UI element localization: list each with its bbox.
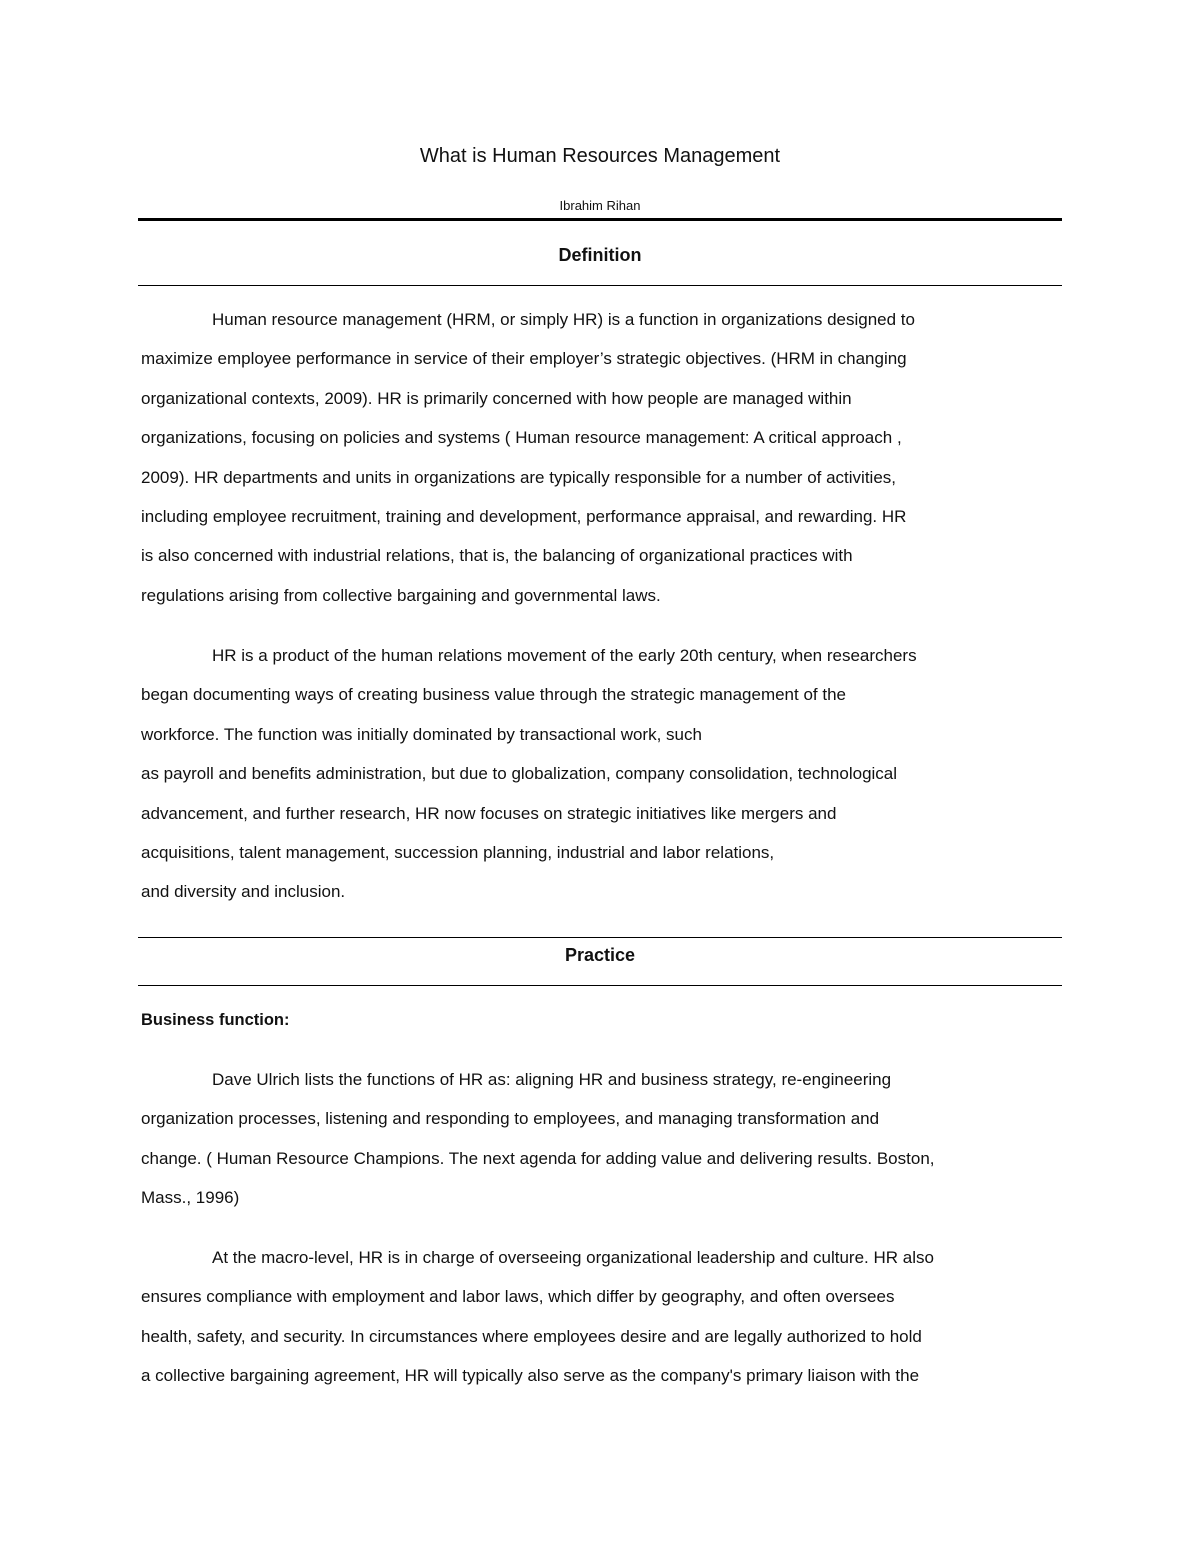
section-rule-top [138, 937, 1062, 938]
paragraph-definition-1 [141, 300, 1071, 615]
document-title: What is Human Resources Management [419, 145, 781, 167]
paragraph-practice-2 [141, 1238, 1071, 1396]
paragraph-line: as payroll and benefits administration, but due to globalization, company consolidation, technological [141, 764, 898, 784]
paragraph-line: Mass., 1996) [141, 1188, 240, 1208]
paragraph-line: Human resource management (HRM, or simply HR) is a function in organizations designed to [212, 310, 915, 329]
paragraph-line: is also concerned with industrial relations, that is, the balancing of organizational practices with [141, 546, 853, 566]
section-rule-bottom [138, 285, 1062, 286]
section-heading-definition: Definition [558, 245, 642, 265]
paragraph-line: health, safety, and security. In circumstances where employees desire and are legally authorized to hold [141, 1326, 922, 1346]
paragraph-line: including employee recruitment, training and development, performance appraisal, and rewarding. HR [141, 507, 907, 527]
paragraph-line: At the macro-level, HR is in charge of overseeing organizational leadership and culture. HR also [212, 1248, 934, 1267]
paragraph-line: organization processes, listening and responding to employees, and managing transformation and [141, 1109, 880, 1129]
paragraph-line: acquisitions, talent management, succession planning, industrial and labor relations, [141, 843, 775, 863]
paragraph-line: ensures compliance with employment and labor laws, which differ by geography, and often oversees [141, 1287, 895, 1307]
paragraph-line: organizational contexts, 2009). HR is primarily concerned with how people are managed within [141, 388, 852, 408]
section-rule-bottom [138, 985, 1062, 986]
paragraph-line: 2009). HR departments and units in organizations are typically responsible for a number of activities, [141, 467, 896, 487]
paragraph-line: and diversity and inclusion. [141, 882, 346, 902]
paragraph-line: organizations, focusing on policies and systems ( Human resource management: A critical approach , [141, 428, 902, 448]
subheading-business-function: Business function: [141, 1011, 290, 1029]
paragraph-line: a collective bargaining agreement, HR will typically also serve as the company's primary liaison with the [141, 1366, 920, 1386]
document-author: Ibrahim Rihan [559, 198, 641, 213]
paragraph-line: Dave Ulrich lists the functions of HR as: aligning HR and business strategy, re-engineering [212, 1070, 892, 1089]
section-heading-practice: Practice [564, 945, 636, 965]
paragraph-line: advancement, and further research, HR now focuses on strategic initiatives like mergers and [141, 803, 837, 823]
paragraph-line: began documenting ways of creating business value through the strategic management of the [141, 685, 846, 705]
paragraph-line: HR is a product of the human relations movement of the early 20th century, when researchers [212, 646, 917, 665]
paragraph-practice-1 [141, 1060, 1071, 1218]
paragraph-line: regulations arising from collective bargaining and governmental laws. [141, 585, 661, 605]
paragraph-line: change. ( Human Resource Champions. The next agenda for adding value and delivering results. Boston, [141, 1148, 935, 1168]
paragraph-line: workforce. The function was initially dominated by transactional work, such [141, 724, 702, 744]
section-rule-top [138, 218, 1062, 221]
paragraph-definition-2 [141, 636, 1071, 912]
paragraph-line: maximize employee performance in service of their employer’s strategic objectives. (HRM in changing [141, 349, 907, 369]
